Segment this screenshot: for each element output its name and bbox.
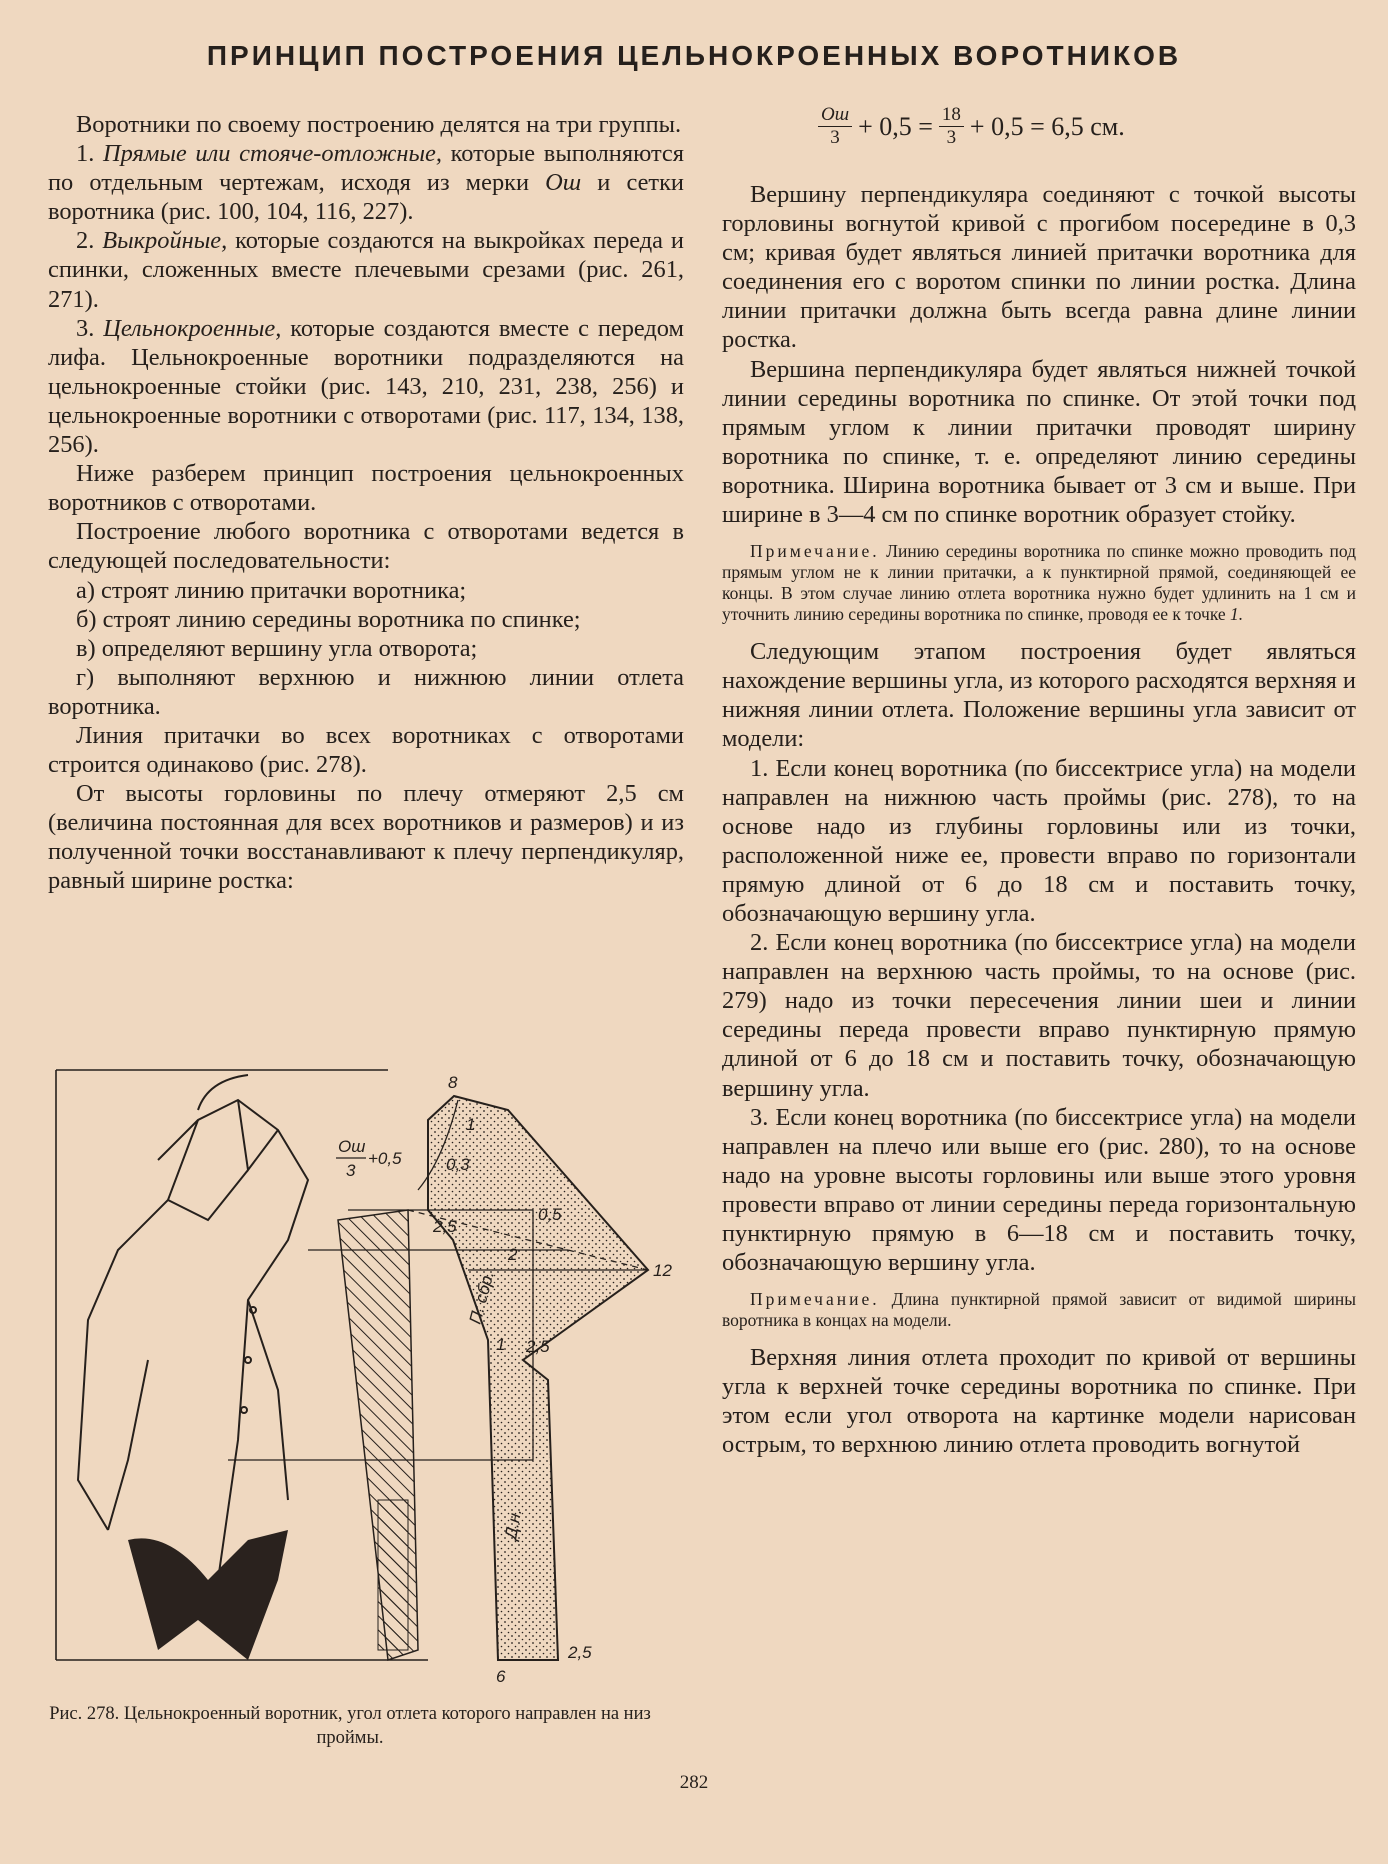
- hatched-lower-triangle: [378, 1500, 408, 1650]
- fraction-osh: [818, 104, 852, 149]
- label-2-5-b: 2,5: [526, 1337, 550, 1356]
- note: Примечание. Линию середины воротника по спинке можно проводить под прямым углом не к линии притачки, а к пунктирной прямой, соединяющей ее концы. В этом случае линию отлета воротника нужно будет удлинить на 1 см и уточнить линию середины воротника по спинке, проводя ее к точке 1.: [722, 541, 1357, 625]
- paragraph: 3. Если конец воротника (по биссектрисе угла) на модели направлен на плечо или выше его (рис. 280), то на основе надо на уровне высоты горловины или выше этого уровня провести вправо от линии середины переда горизонтальную пунктирную прямую в 6—18 см и поставить точку, обозначающую вершину угла.: [722, 1103, 1356, 1277]
- label-2-5: 2,5: [433, 1217, 457, 1236]
- list-item: а) строят линию притачки воротника;: [76, 576, 467, 604]
- label-plus: +0,5: [368, 1149, 402, 1168]
- left-column: [48, 110, 684, 896]
- paragraph: 1. Если конец воротника (по биссектрисе угла) на модели направлен на нижнюю часть проймы (рис. 278), то на основе надо из глубины горловины или из точки, расположенной ниже ее, провести вправо по горизонтали прямую длиной от 6 до 18 см и поставить точку, обозначающую вершину угла.: [722, 754, 1356, 927]
- paragraph: Верхняя линия отлета проходит по кривой от вершины угла к верхней точке середины воротника по спинке. При этом если угол отворота на картинке модели нарисован острым, то верхнюю линию отлета проводить вогнутой: [722, 1344, 1356, 1459]
- paragraph: От высоты горловины по плечу отмеряют 2,5 см (величина постоянная для всех воротников и размеров) и из полученной точки восстанавливают к плечу перпендикуляр, равный ширине ростка:: [48, 780, 684, 895]
- formula-plus: + 0,5 =: [858, 111, 933, 141]
- paragraph: 2. Выкройные, которые создаются на выкройках переда и спинки, сложенных вместе плечевыми срезами (рис. 261, 271).: [48, 227, 684, 313]
- fraction-denominator: 3: [946, 127, 957, 148]
- paragraph: 1. Прямые или стояче-отложные, которые выполняются по отдельным чертежам, исходя из мерки Ош и сетки воротника (рис. 100, 104, 116, 227).: [48, 140, 684, 226]
- paragraph: Построение любого воротника с отворотами ведется в следующей последовательности:: [48, 518, 684, 575]
- list-item: б) строят линию середины воротника по спинке;: [76, 605, 581, 633]
- label-12: 12: [653, 1261, 672, 1280]
- label-osh: Ош: [338, 1137, 366, 1156]
- label-1: 1: [466, 1115, 476, 1134]
- paragraph: Линия притачки во всех воротниках с отворотами строится одинаково (рис. 278).: [48, 721, 684, 779]
- garment-sketch: [78, 1075, 308, 1580]
- skirt-shadow: [128, 1530, 288, 1660]
- note: Примечание. Длина пунктирной прямой зависит от видимой ширины воротника в концах на модели.: [722, 1289, 1356, 1331]
- label-1-b: 1: [496, 1335, 506, 1354]
- label-0-3: 0,3: [446, 1155, 470, 1174]
- label-2-5-c: 2,5: [568, 1643, 592, 1662]
- label-dn: Д.н.: [501, 1507, 526, 1541]
- paragraph: 3. Цельнокроенные, которые создаются вместе с передом лифа. Цельнокроенные воротники подразделяются на цельнокроенные стойки (рис. 143, 210, 231, 238, 256) и цельнокроенные воротники с отворотами (рис. 117, 134, 138, 256).: [48, 314, 684, 459]
- paragraph: Вершина перпендикуляра будет являться нижней точкой линии середины воротника по спинке. От этой точки под прямым углом к линии притачки проводят ширину воротника по спинке, т. е. определяют линию середины воротника. Ширина воротника бывает от 3 см и выше. При ширине в 3—4 см по спинке воротник образует стойку.: [722, 355, 1356, 529]
- fraction-18: [939, 104, 964, 149]
- paragraph: Вершину перпендикуляра соединяют с точкой высоты горловины вогнутой кривой с прогибом посередине в 0,3 см; кривая будет являться линией притачки воротника для соединения его с воротом спинки по линии ростка. Длина линии притачки должна быть всегда равна длине линии ростка.: [722, 181, 1356, 354]
- paragraph: 2. Если конец воротника (по биссектрисе угла) на модели направлен на верхнюю часть проймы, то на основе (рис. 279) надо из точки пересечения линии шеи и линии середины переда провести вправо пунктирную прямую длиной от 6 до 18 см и поставить точку, обозначающую вершину угла.: [722, 929, 1356, 1102]
- label-2: 2: [508, 1245, 518, 1264]
- figure-caption: Рис. 278. Цельнокроенный воротник, угол отлета которого направлен на низ проймы.: [49, 1704, 651, 1748]
- paragraph: Следующим этапом построения будет являться нахождение вершины угла, из которого расходятся верхняя и нижняя линии отлета. Положение вершины угла зависит от модели:: [722, 638, 1356, 753]
- label-side: П. сбр.: [465, 1268, 498, 1327]
- list-item: г) выполняют верхнюю и нижнюю линии отлета воротника.: [48, 663, 684, 720]
- label-3: 3: [346, 1161, 356, 1180]
- label-8: 8: [448, 1073, 458, 1092]
- paragraph: Воротники по своему построению делятся на три группы.: [76, 111, 682, 138]
- page-title: ПРИНЦИП ПОСТРОЕНИЯ ЦЕЛЬНОКРОЕННЫХ ВОРОТНИКОВ: [206, 40, 1182, 71]
- fraction-numerator: 18: [939, 104, 964, 127]
- right-column: [722, 180, 1356, 1460]
- page-number: 282: [679, 1772, 709, 1793]
- list-item: в) определяют вершину угла отворота;: [76, 634, 478, 662]
- label-0-5: 0,5: [538, 1205, 562, 1224]
- label-6: 6: [496, 1667, 506, 1686]
- figure-278-drawing: [48, 1060, 688, 1690]
- formula: [818, 104, 1125, 149]
- formula-result: + 0,5 = 6,5 см.: [969, 111, 1125, 141]
- fraction-numerator: Ош: [818, 104, 852, 127]
- fraction-denominator: 3: [830, 127, 840, 148]
- dotted-collar: [428, 1096, 648, 1660]
- paragraph: Ниже разберем принцип построения цельнокроенных воротников с отворотами.: [48, 460, 684, 517]
